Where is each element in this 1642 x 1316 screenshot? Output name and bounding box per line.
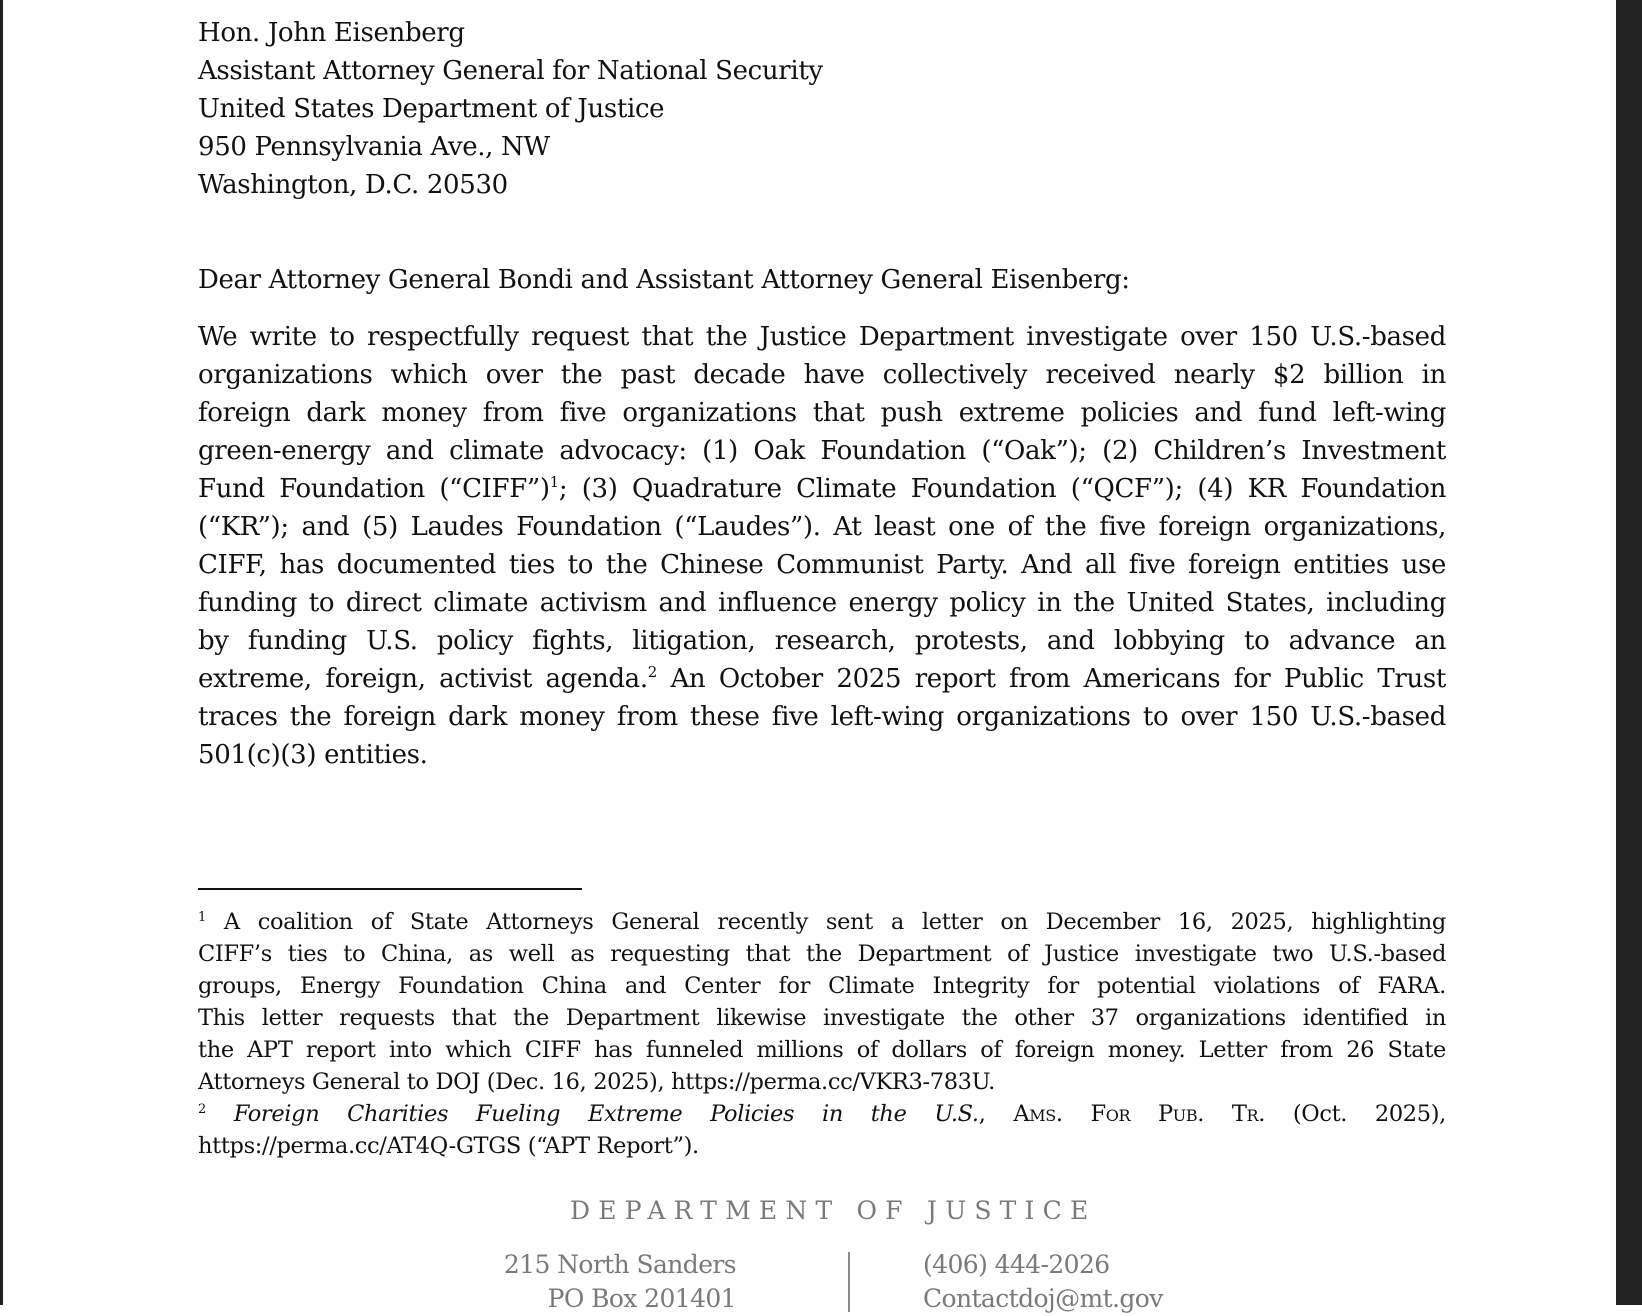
body-line: by funding U.S. policy fights, litigation, research, protests, and lobbying to advance an (198, 626, 1446, 656)
cited-source: Ams. For Pub. Tr. (1013, 1101, 1266, 1127)
footnote-1-line (198, 906, 1446, 938)
footnote-ref-1[interactable]: 1 (549, 473, 559, 491)
body-line: (“KR”); and (5) Laudes Foundation (“Laudes”). At least one of the five foreign organizations, (198, 512, 1446, 542)
body-line: green-energy and climate advocacy: (1) Oak Foundation (“Oak”); (2) Children’s Investment (198, 436, 1446, 466)
footnote-1-line: CIFF’s ties to China, as well as requesting that the Department of Justice investigate two U.S.-based (198, 941, 1446, 967)
footnote-ref-2[interactable]: 2 (647, 663, 657, 681)
footnote-separator (198, 888, 582, 890)
phone-number: (406) 444-2026 (923, 1250, 1110, 1279)
body-line: foreign dark money from five organizations that push extreme policies and fund left-wing (198, 398, 1446, 428)
department-title: DEPARTMENT OF JUSTICE (570, 1196, 1097, 1225)
body-text: ; (3) Quadrature Climate Foundation (“QCF”); (4) KR Foundation (558, 474, 1446, 504)
body-line: organizations which over the past decade have collectively received nearly $2 billion in (198, 360, 1446, 390)
body-line: We write to respectfully request that the Justice Department investigate over 150 U.S.-based (198, 322, 1446, 352)
salutation-text: Dear Attorney General Bondi and Assistant Attorney General Eisenberg: (198, 265, 1130, 295)
footnote-text: A coalition of State Attorneys General recently sent a letter on December 16, 2025, highlighting (223, 909, 1446, 935)
body-line (198, 660, 1446, 698)
address-line: United States Department of Justice (198, 94, 665, 124)
footnotes (198, 906, 1446, 1162)
body-line: funding to direct climate activism and influence energy policy in the United States, including (198, 588, 1446, 618)
body-text: extreme, foreign, activist agenda. (198, 664, 648, 694)
body-text: An October 2025 report from Americans for Public Trust (656, 664, 1446, 694)
body-text: Fund Foundation (“CIFF”) (198, 474, 550, 504)
footnote-number: 1 (198, 910, 206, 925)
footnote-2-line: https://perma.cc/AT4Q-GTGS (“APT Report”). (198, 1133, 699, 1159)
body-line: traces the foreign dark money from these five left-wing organizations to over 150 U.S.-based (198, 702, 1446, 732)
cited-date: (Oct. 2025), (1292, 1101, 1446, 1127)
cited-title: Foreign Charities Fueling Extreme Policies in the U.S. (233, 1101, 979, 1127)
footer-divider (848, 1252, 850, 1312)
footnote-2-line: $^2$ Foreign Charities Fueling Extreme Policies in the U.S., Ams. For Pub. Tr. (Oct. 2025), (198, 1101, 1446, 1127)
address-line: Assistant Attorney General for National Security (198, 56, 823, 86)
footnote-1-line: Attorneys General to DOJ (Dec. 16, 2025), https://perma.cc/VKR3-783U. (198, 1069, 995, 1095)
body-line: 501(c)(3) entities. (198, 740, 428, 770)
po-box: PO Box 201401 (547, 1284, 736, 1313)
body-paragraph (198, 318, 1446, 774)
footnote-1-line: the APT report into which CIFF has funneled millions of dollars of foreign money. Letter from 26 State (198, 1037, 1446, 1063)
mailing-address (504, 1248, 736, 1316)
footnote-1-line: groups, Energy Foundation China and Center for Climate Integrity for potential violations of FARA. (198, 973, 1446, 999)
street-address: 215 North Sanders (503, 1250, 736, 1279)
contact-info (923, 1248, 1163, 1316)
salutation (198, 261, 1446, 299)
address-line: 950 Pennsylvania Ave., NW (198, 132, 550, 162)
address-line: Washington, D.C. 20530 (198, 170, 508, 200)
document-page (3, 0, 1616, 1313)
body-line (198, 470, 1446, 508)
recipient-address (198, 14, 1446, 204)
email-address[interactable]: Contactdoj@mt.gov (923, 1284, 1163, 1313)
footnote-number: 2 (198, 1102, 206, 1117)
footnote-1-line: This letter requests that the Department likewise investigate the other 37 organizations identified in (198, 1005, 1446, 1031)
viewer-right-edge (1616, 0, 1642, 1305)
address-line: Hon. John Eisenberg (198, 18, 465, 48)
body-line: CIFF, has documented ties to the Chinese Communist Party. And all five foreign entities use (198, 550, 1446, 580)
